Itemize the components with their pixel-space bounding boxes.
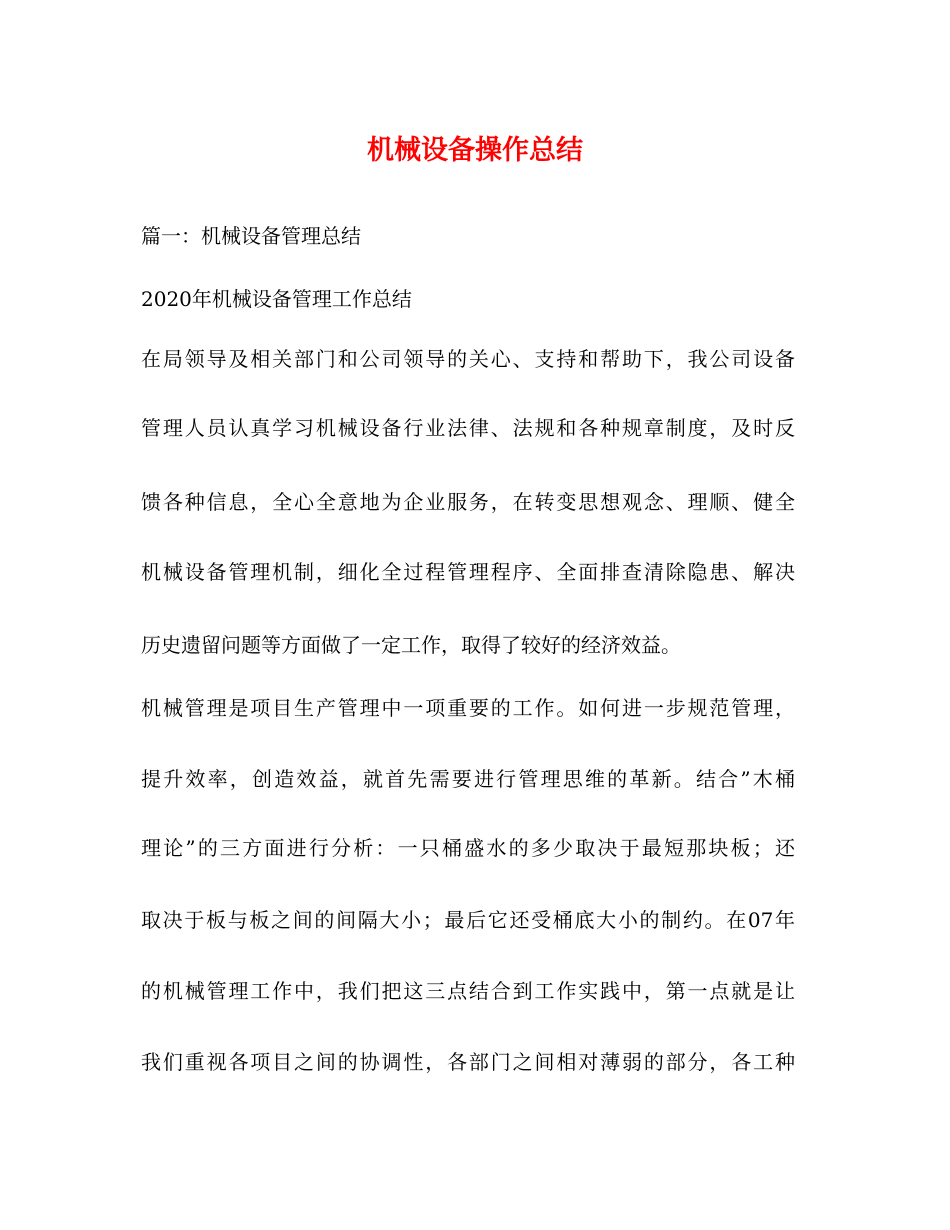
paragraph1-line-3: 馈各种信息，全心全意地为企业服务，在转变思想观念、理顺、健全 [141, 490, 795, 514]
paragraph1-line-5: 历史遗留问题等方面做了一定工作，取得了较好的经济效益。 [141, 633, 681, 657]
paragraph2-line-4: 取决于板与板之间的间隔大小；最后它还受桶底大小的制约。在07年 [141, 908, 795, 932]
paragraph2-line-2: 提升效率，创造效益，就首先需要进行管理思维的革新。结合”木桶 [141, 767, 795, 791]
paragraph2-line-3: 理论”的三方面进行分析：一只桶盛水的多少取决于最短那块板；还 [141, 836, 795, 860]
document-title: 机械设备操作总结 [367, 135, 583, 166]
paragraph1-line-2: 管理人员认真学习机械设备行业法律、法规和各种规章制度，及时反 [141, 416, 795, 440]
section-heading: 篇一：机械设备管理总结 [141, 224, 361, 248]
paragraph1-line-4: 机械设备管理机制，细化全过程管理程序、全面排查清除隐患、解决 [141, 560, 795, 584]
subheading: 2020年机械设备管理工作总结 [141, 287, 412, 311]
paragraph2-line-6: 我们重视各项目之间的协调性，各部门之间相对薄弱的部分，各工种 [141, 1050, 795, 1074]
paragraph2-line-1: 机械管理是项目生产管理中一项重要的工作。如何进一步规范管理， [141, 696, 795, 720]
paragraph2-line-5: 的机械管理工作中，我们把这三点结合到工作实践中，第一点就是让 [141, 979, 795, 1003]
paragraph1-line-1: 在局领导及相关部门和公司领导的关心、支持和帮助下，我公司设备 [141, 347, 795, 371]
